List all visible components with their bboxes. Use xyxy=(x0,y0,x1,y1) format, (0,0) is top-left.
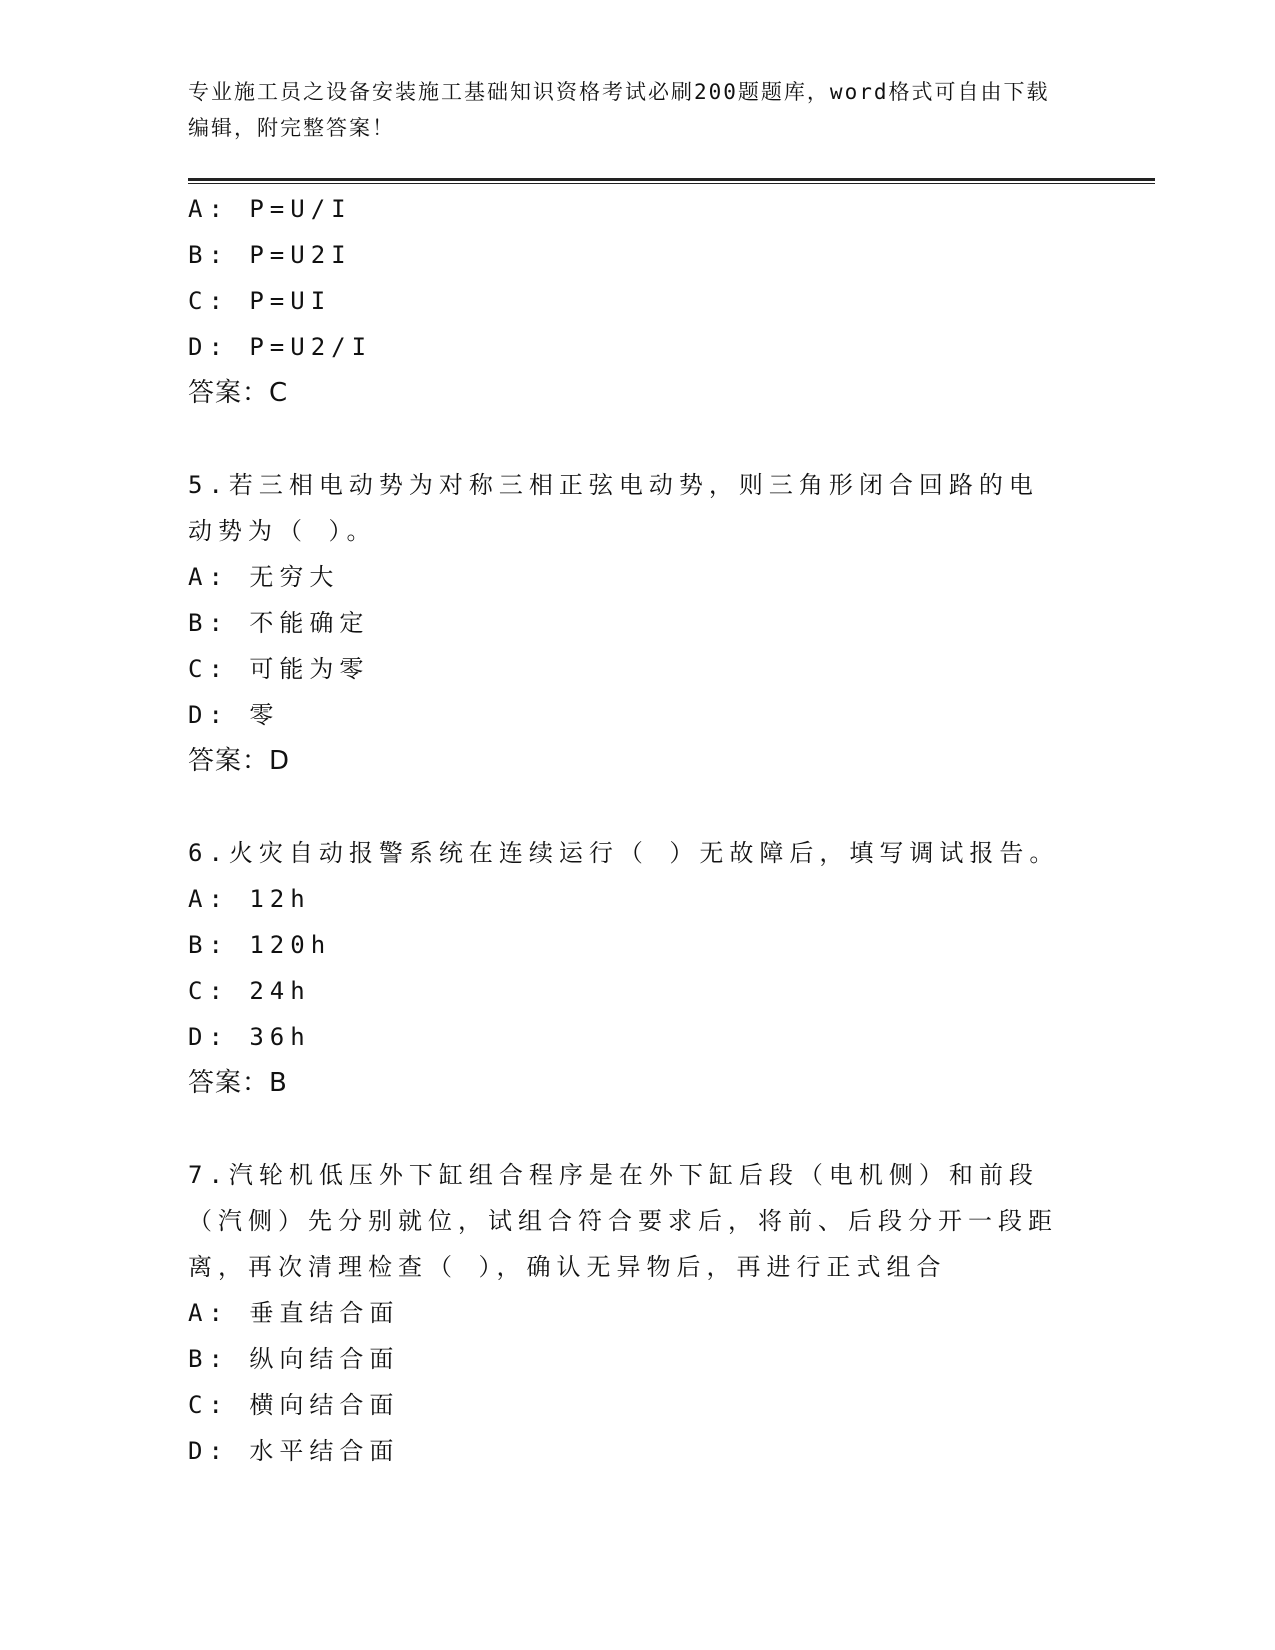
question-4-option-b: B: P=U2I xyxy=(188,241,352,269)
question-6-option-a: A: 12h xyxy=(188,885,311,913)
question-7-option-d: D: 水平结合面 xyxy=(188,1437,400,1465)
question-7-text: 7.汽轮机低压外下缸组合程序是在外下缸后段（电机侧）和前段（汽侧）先分别就位，试组合符合要求后，将前、后段分开一段距离，再次清理检查（ ），确认无异物后，再进行正式组合 xyxy=(188,1161,1058,1281)
question-5-option-b: B: 不能确定 xyxy=(188,609,370,637)
question-5-block xyxy=(188,462,1088,784)
question-6-text: 6.火灾自动报警系统在连续运行（ ）无故障后，填写调试报告。 xyxy=(188,839,1060,867)
spacer xyxy=(188,1106,1088,1152)
spacer xyxy=(188,784,1088,830)
question-6-block xyxy=(188,830,1088,1106)
question-4-answer: 答案：C xyxy=(188,378,289,408)
question-6-option-c: C: 24h xyxy=(188,977,311,1005)
question-7-option-a: A: 垂直结合面 xyxy=(188,1299,400,1327)
question-4-option-d: D: P=U2/I xyxy=(188,333,373,361)
document-header: 专业施工员之设备安装施工基础知识资格考试必刷200题题库，word格式可自由下载编辑，附完整答案！ xyxy=(188,80,1050,140)
question-4-option-a: A: P=U/I xyxy=(188,195,352,223)
question-6-answer: 答案：B xyxy=(188,1068,288,1098)
question-7-block xyxy=(188,1152,1088,1474)
question-6-option-b: B: 120h xyxy=(188,931,332,959)
question-7-option-c: C: 横向结合面 xyxy=(188,1391,400,1419)
question-5-option-c: C: 可能为零 xyxy=(188,655,370,683)
header-divider xyxy=(188,178,1155,184)
question-5-option-d: D: 零 xyxy=(188,701,280,729)
question-5-answer: 答案：D xyxy=(188,746,291,776)
spacer xyxy=(188,416,1088,462)
question-content xyxy=(188,186,1088,1474)
question-4-block xyxy=(188,186,1088,416)
question-7-option-b: B: 纵向结合面 xyxy=(188,1345,400,1373)
question-5-text: 5.若三相电动势为对称三相正弦电动势，则三角形闭合回路的电动势为（ ）。 xyxy=(188,471,1039,545)
question-6-option-d: D: 36h xyxy=(188,1023,311,1051)
question-4-option-c: C: P=UI xyxy=(188,287,332,315)
question-5-option-a: A: 无穷大 xyxy=(188,563,340,591)
